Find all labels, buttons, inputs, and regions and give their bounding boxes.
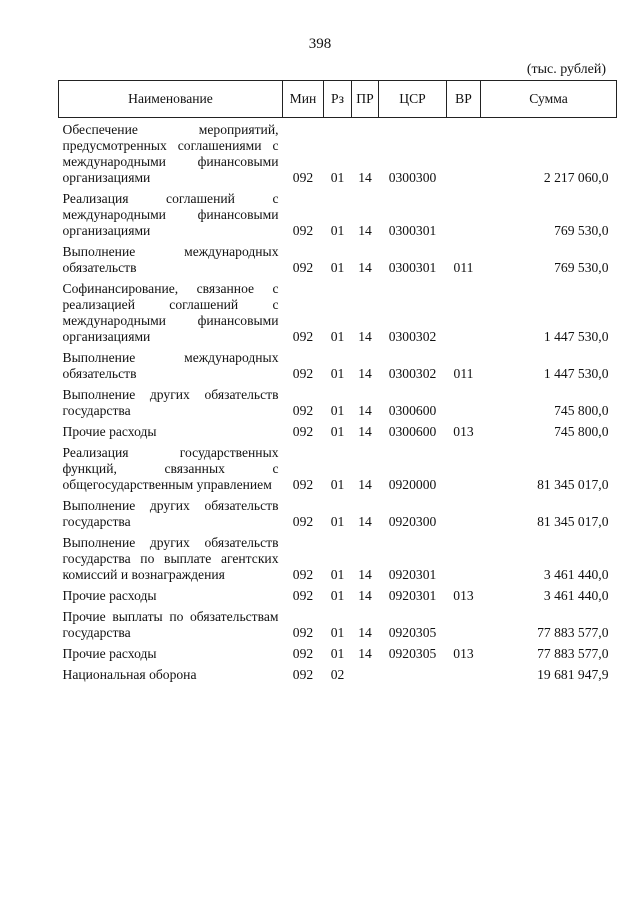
cell-name: Софинансирование, связанное с реализацией соглашений с международными финансовыми организациями [62, 281, 279, 344]
cell-name: Выполнение международных обязательств [62, 244, 279, 275]
cell-name: Выполнение международных обязательств [62, 350, 279, 381]
cell-pr: 14 [358, 424, 372, 439]
cell-csr: 0300600 [388, 403, 437, 418]
table-body [59, 118, 617, 684]
cell-rz: 01 [330, 260, 345, 275]
cell-min: 092 [292, 646, 314, 661]
cell-csr: 0300301 [388, 223, 437, 238]
page-number: 398 [308, 36, 332, 52]
cell-name: Прочие расходы [62, 424, 157, 439]
cell-rz: 01 [330, 424, 345, 439]
cell-name: Выполнение других обязательств государства [62, 498, 279, 529]
cell-name: Национальная оборона [62, 667, 197, 682]
cell-vr: 011 [453, 366, 474, 381]
cell-min: 092 [292, 170, 314, 185]
cell-name: Прочие выплаты по обязательствам государства [62, 609, 279, 640]
cell-pr: 14 [358, 170, 372, 185]
cell-min: 092 [292, 477, 314, 492]
cell-csr: 0920000 [388, 477, 437, 492]
cell-pr: 14 [358, 260, 372, 275]
units-label: (тыс. рублей) [526, 62, 606, 77]
cell-pr: 14 [358, 514, 372, 529]
table-row [59, 382, 617, 419]
cell-rz: 01 [330, 170, 345, 185]
cell-rz: 01 [330, 625, 345, 640]
cell-sum: 2 217 060,0 [543, 170, 609, 185]
cell-min: 092 [292, 667, 314, 682]
cell-rz: 01 [330, 646, 345, 661]
cell-name: Обеспечение мероприятий, предусмотренных соглашениями с международными финансовыми организациями [62, 122, 279, 185]
cell-vr [447, 382, 481, 419]
cell-min: 092 [292, 588, 314, 603]
cell-rz: 01 [330, 366, 345, 381]
cell-pr: 14 [358, 366, 372, 381]
cell-name: Выполнение других обязательств государства по выплате агентских комиссий и вознаграждения [62, 535, 279, 582]
cell-csr: 0920301 [388, 588, 437, 603]
cell-min: 092 [292, 329, 314, 344]
cell-vr [447, 662, 481, 683]
cell-min: 092 [292, 223, 314, 238]
cell-csr: 0920300 [388, 514, 437, 529]
cell-rz: 01 [330, 567, 345, 582]
table-row [59, 345, 617, 382]
cell-csr [379, 662, 447, 683]
cell-csr: 0300302 [388, 366, 437, 381]
cell-pr: 14 [358, 329, 372, 344]
cell-sum: 745 800,0 [554, 403, 609, 418]
cell-sum: 81 345 017,0 [537, 514, 609, 529]
cell-pr [352, 662, 379, 683]
budget-table [58, 80, 617, 683]
cell-vr [447, 118, 481, 187]
cell-pr: 14 [358, 625, 372, 640]
cell-sum: 81 345 017,0 [537, 477, 609, 492]
cell-vr [447, 530, 481, 583]
table-row [59, 186, 617, 239]
cell-name: Выполнение других обязательств государства [62, 387, 279, 418]
cell-rz: 01 [330, 403, 345, 418]
cell-pr: 14 [358, 403, 372, 418]
cell-name: Прочие расходы [62, 588, 157, 603]
cell-sum: 77 883 577,0 [537, 625, 609, 640]
table-row [59, 662, 617, 683]
cell-sum: 769 530,0 [554, 260, 609, 275]
cell-vr [447, 604, 481, 641]
cell-name: Реализация соглашений с международными финансовыми организациями [62, 191, 279, 238]
cell-rz: 02 [330, 667, 345, 682]
cell-name: Реализация государственных функций, связанных с общегосударственным управлением [62, 445, 279, 492]
table-row [59, 419, 617, 440]
cell-min: 092 [292, 625, 314, 640]
cell-pr: 14 [358, 646, 372, 661]
cell-rz: 01 [330, 514, 345, 529]
cell-csr: 0920305 [388, 625, 437, 640]
cell-sum: 1 447 530,0 [543, 366, 609, 381]
cell-vr [447, 276, 481, 345]
cell-pr: 14 [358, 477, 372, 492]
cell-sum: 1 447 530,0 [543, 329, 609, 344]
cell-rz: 01 [330, 329, 345, 344]
cell-vr: 013 [453, 588, 474, 603]
cell-vr [447, 440, 481, 493]
cell-sum: 3 461 440,0 [543, 567, 609, 582]
cell-csr: 0300300 [388, 170, 437, 185]
cell-vr: 013 [453, 424, 474, 439]
cell-rz: 01 [330, 477, 345, 492]
table-row [59, 493, 617, 530]
cell-sum: 745 800,0 [554, 424, 609, 439]
cell-sum: 3 461 440,0 [543, 588, 609, 603]
cell-min: 092 [292, 514, 314, 529]
table-row [59, 276, 617, 345]
cell-sum: 77 883 577,0 [537, 646, 609, 661]
cell-csr: 0920305 [388, 646, 437, 661]
cell-min: 092 [292, 424, 314, 439]
table-row [59, 440, 617, 493]
header-pr: ПР [352, 81, 379, 118]
cell-csr: 0300600 [388, 424, 437, 439]
header-csr: ЦСР [379, 81, 447, 118]
cell-sum: 769 530,0 [554, 223, 609, 238]
header-rz: Рз [324, 81, 352, 118]
header-vr: ВР [447, 81, 481, 118]
cell-sum: 19 681 947,9 [537, 667, 609, 682]
table-row [59, 641, 617, 662]
table-row [59, 583, 617, 604]
cell-min: 092 [292, 366, 314, 381]
cell-pr: 14 [358, 588, 372, 603]
table-row [59, 530, 617, 583]
cell-vr: 013 [453, 646, 474, 661]
header-min: Мин [283, 81, 324, 118]
header-name: Наименование [59, 81, 283, 118]
table-row [59, 604, 617, 641]
cell-vr: 011 [453, 260, 474, 275]
cell-csr: 0920301 [388, 567, 437, 582]
cell-min: 092 [292, 260, 314, 275]
cell-min: 092 [292, 567, 314, 582]
cell-pr: 14 [358, 567, 372, 582]
table-row [59, 118, 617, 187]
cell-csr: 0300301 [388, 260, 437, 275]
cell-csr: 0300302 [388, 329, 437, 344]
cell-min: 092 [292, 403, 314, 418]
cell-vr [447, 493, 481, 530]
table-row [59, 239, 617, 276]
cell-rz: 01 [330, 588, 345, 603]
cell-rz: 01 [330, 223, 345, 238]
table-header [59, 81, 617, 118]
cell-vr [447, 186, 481, 239]
cell-pr: 14 [358, 223, 372, 238]
cell-name: Прочие расходы [62, 646, 157, 661]
header-sum: Сумма [481, 81, 617, 118]
